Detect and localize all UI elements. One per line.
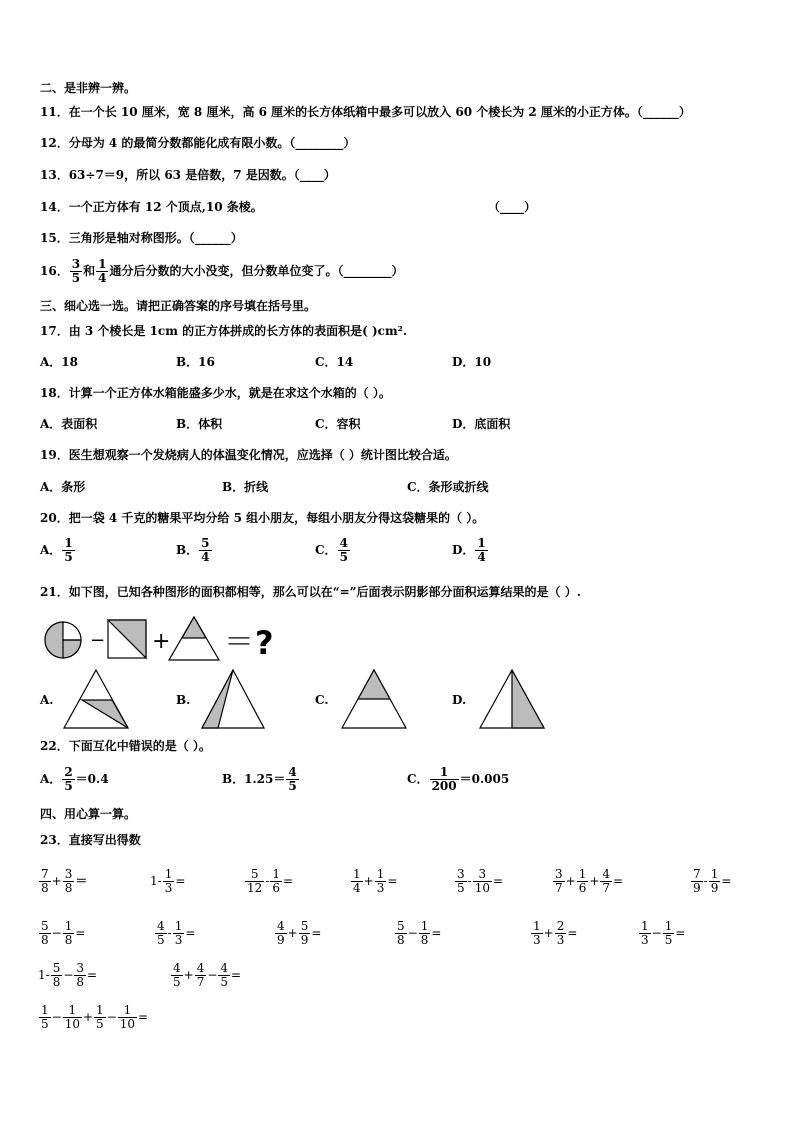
q22-option-b [222,766,300,793]
c16-a-n: 1 [41,1003,49,1017]
half-square-shape [108,620,146,658]
c11-b-d: 8 [420,933,429,947]
c7-b-n: 1 [710,867,719,881]
c16-c-d: 5 [96,1017,104,1031]
c8-b-d: 8 [64,933,73,947]
question-13: 13．63÷7＝9，所以 63 是倍数，7 是因数。（____） [40,168,336,182]
c1-b-n: 3 [64,867,73,881]
c11-b-n: 1 [420,919,429,933]
c15-c-d: 5 [220,975,229,989]
c14-b-d: 8 [76,975,85,989]
c6-a-d: 7 [555,881,563,895]
question-23: 23．直接写出得数 [40,833,141,847]
c9-b-n: 1 [174,919,183,933]
q20-option-d [452,537,489,564]
c7-b-d: 9 [710,881,719,895]
question-20: 20．把一袋 4 千克的糖果平均分给 5 组小朋友，每组小朋友分得这袋糖果的（ ）。 [40,511,485,525]
c3-b-d: 6 [272,881,280,895]
q22-a-fraction [62,766,74,793]
c5-eq: = [492,874,504,888]
q21-minus: − [90,630,106,651]
c4-b-d: 3 [376,881,385,895]
calc-item-5 [454,868,503,895]
q20-c-fraction [338,537,350,564]
q21-equation-figure [38,614,288,666]
c1-op: + [51,874,62,888]
c13-eq: = [675,926,686,940]
c16-op1: − [51,1010,62,1024]
q16-f1-denominator: 5 [71,271,81,285]
q21-option-c-figure [340,668,408,730]
c13-a-d: 3 [641,933,649,947]
c8-a-d: 8 [41,933,49,947]
q21-option-b-label: B. [176,693,191,707]
q22-b-label: B．1.25＝ [222,772,286,786]
c7-eq: = [721,874,732,888]
c15-op2: − [207,968,218,982]
q19-option-a: A．条形 [40,480,86,494]
c15-eq: = [231,968,242,982]
c11-eq: = [431,926,442,940]
c4-eq: = [387,874,398,888]
q22-b-numerator: 4 [288,765,297,779]
q22-a-denominator: 5 [64,779,73,793]
calc-item-4 [350,868,397,895]
c9-a-n: 4 [157,919,165,933]
c3-a-n: 5 [250,867,259,881]
c13-op: − [651,926,662,940]
calc-item-11 [394,920,441,947]
q20-b-label: B． [176,543,199,557]
c6-op2: + [589,874,600,888]
c10-eq: = [311,926,322,940]
c7-a-d: 9 [693,881,701,895]
c1-b-d: 8 [64,881,73,895]
q20-d-fraction [475,537,487,564]
c14-b-n: 3 [76,961,85,975]
q20-option-b [176,537,213,564]
q21-option-b-figure [200,668,266,730]
q21-option-d-figure [478,668,546,730]
top-shaded-triangle-shape [169,617,219,660]
q16-and: 和 [83,264,96,278]
c16-d-n: 1 [123,1003,132,1017]
c4-a-d: 4 [353,881,361,895]
calc-item-3 [244,868,293,895]
c7-op: - [703,874,708,888]
q16-f2-denominator: 4 [98,271,107,285]
q16-f1-numerator: 3 [71,257,81,271]
q22-a-rest: ＝0.4 [75,772,109,786]
c10-b-n: 5 [300,919,309,933]
q20-b-fraction [199,537,211,564]
q21-plus: + [152,629,171,654]
q18-option-b: B．体积 [176,417,223,431]
c12-a-n: 1 [533,919,541,933]
quarter-circle-shape [45,622,81,658]
question-22: 22．下面互化中错误的是（ ）。 [40,739,211,753]
c15-a-n: 4 [173,961,181,975]
c14-eq: = [87,968,98,982]
q22-a-numerator: 2 [64,765,73,779]
q22-c-label: C． [407,772,429,786]
c16-d-d: 10 [119,1017,136,1031]
c8-b-n: 1 [64,919,73,933]
c9-a-d: 5 [157,933,165,947]
c15-a-d: 5 [173,975,181,989]
q20-a-fraction [62,537,74,564]
question-19: 19．医生想观察一个发烧病人的体温变化情况，应选择（ ）统计图比较合适。 [40,448,457,462]
q17-option-b: B．16 [176,355,215,369]
section-2-title: 二、是非辨一辨。 [40,81,137,95]
q20-a-numerator: 1 [64,536,73,550]
c5-a-n: 3 [457,867,465,881]
c10-b-d: 9 [300,933,309,947]
c3-b-n: 1 [272,867,280,881]
q16-number: 16． [40,264,69,278]
c14-a-n: 5 [52,961,61,975]
q18-option-c: C．容积 [315,417,361,431]
question-16 [40,258,403,285]
q22-c-denominator: 200 [431,779,457,793]
c16-op2: + [82,1010,94,1024]
question-21: 21．如下图，已知各种图形的面积都相等，那么可以在“=”后面表示阴影部分面积运算结果的是（ ）. [40,585,581,599]
q20-c-label: C． [315,543,337,557]
q22-option-c [407,766,509,793]
q20-c-denominator: 5 [339,550,348,564]
c12-b-d: 3 [556,933,565,947]
c8-op: − [51,926,62,940]
q22-c-numerator: 1 [439,765,449,779]
question-12: 12．分母为 4 的最简分数都能化成有限小数。（________） [40,136,356,150]
c8-a-n: 5 [41,919,49,933]
q20-d-denominator: 4 [477,550,486,564]
q22-b-denominator: 5 [288,779,297,793]
q17-option-a: A．18 [40,355,79,369]
c1-eq: ＝ [75,874,88,888]
q19-option-c: C．条形或折线 [407,480,489,494]
c14-a-d: 8 [52,975,61,989]
c6-eq: = [613,874,624,888]
c3-op: - [265,874,270,888]
c16-op3: − [106,1010,117,1024]
q21-option-a-label: A. [40,693,54,707]
q20-a-label: A． [40,543,62,557]
calc-item-12 [530,920,577,947]
calc-item-14 [38,962,97,989]
q22-c-fraction [430,766,459,793]
calc-item-6 [552,868,623,895]
c5-b-n: 3 [478,867,487,881]
c6-c-d: 7 [602,881,611,895]
c6-b-n: 1 [578,867,587,881]
calc-item-10 [274,920,321,947]
q20-c-numerator: 4 [339,536,348,550]
question-14: 14．一个正方体有 12 个顶点,10 条棱。 [40,200,263,214]
c2-a-d: 3 [164,881,173,895]
q16-f2-numerator: 1 [98,257,107,271]
c11-a-n: 5 [397,919,405,933]
calc-item-1 [38,868,87,895]
question-14-blank: （____） [488,200,537,214]
c6-op1: + [565,874,576,888]
c1-a-d: 8 [41,881,49,895]
c15-op1: + [183,968,194,982]
c16-b-n: 1 [68,1003,77,1017]
c5-b-d: 10 [474,881,490,895]
q20-a-denominator: 5 [64,550,73,564]
calc-item-15 [170,962,241,989]
calc-item-9 [154,920,195,947]
q21-equals: ＝ [224,625,254,660]
c5-op: - [467,874,472,888]
c4-a-n: 1 [353,867,361,881]
q20-b-numerator: 5 [201,536,210,550]
c6-c-n: 4 [602,867,611,881]
section-4-title: 四、用心算一算。 [40,807,137,821]
calc-item-13 [638,920,685,947]
c5-a-d: 5 [457,881,465,895]
q21-question-mark: ? [255,624,274,662]
c12-a-d: 3 [533,933,541,947]
c13-b-n: 1 [664,919,673,933]
c2-eq: = [175,874,186,888]
q22-c-rest: ＝0.005 [459,772,510,786]
c6-a-n: 3 [555,867,563,881]
question-18: 18．计算一个正方体水箱能盛多少水，就是在求这个水箱的（ ）。 [40,386,391,400]
c16-eq: = [138,1010,149,1024]
c15-b-n: 4 [196,961,205,975]
calc-item-2 [150,868,185,895]
q20-d-numerator: 1 [477,536,486,550]
question-17: 17．由 3 个棱长是 1cm 的正方体拼成的长方体的表面积是( )cm². [40,324,408,338]
c8-eq: = [75,926,86,940]
c15-b-d: 7 [196,975,205,989]
q16-fraction-2 [96,258,108,285]
c9-eq: = [185,926,196,940]
c1-a-n: 7 [41,867,49,881]
q20-d-label: D． [452,543,475,557]
q20-option-a [40,537,76,564]
c2-a-n: 1 [164,867,173,881]
c6-b-d: 6 [578,881,587,895]
c13-b-d: 5 [664,933,673,947]
c12-eq: = [567,926,578,940]
c10-op: + [287,926,298,940]
c12-op: + [543,926,554,940]
section-3-title: 三、细心选一选。请把正确答案的序号填在括号里。 [40,299,317,313]
question-15: 15．三角形是轴对称图形。（______） [40,231,243,245]
calc-item-16 [38,1004,148,1031]
c16-b-d: 10 [64,1017,80,1031]
c16-a-d: 5 [41,1017,49,1031]
q22-b-fraction [286,766,298,793]
c12-b-n: 2 [556,919,565,933]
q20-option-c [315,537,351,564]
c10-a-n: 4 [277,919,285,933]
calc-item-8 [38,920,85,947]
q17-option-d: D．10 [452,355,492,369]
c16-c-n: 1 [96,1003,104,1017]
q21-option-a-figure [62,668,130,730]
q22-a-label: A． [40,772,62,786]
c9-b-d: 3 [174,933,183,947]
q21-option-d-label: D. [452,693,467,707]
q21-option-c-label: C. [315,693,329,707]
question-11: 11．在一个长 10 厘米，宽 8 厘米，高 6 厘米的长方体纸箱中最多可以放入 60 个棱长为 2 厘米的小正方体。（______） [40,105,691,119]
c15-c-n: 4 [220,961,229,975]
q17-option-c: C．14 [315,355,354,369]
c4-b-n: 1 [376,867,385,881]
c3-a-d: 12 [247,881,263,895]
q18-option-a: A．表面积 [40,417,98,431]
c4-op: + [363,874,374,888]
c10-a-d: 9 [277,933,285,947]
q20-b-denominator: 4 [201,550,210,564]
q16-rest: 通分后分数的大小没变，但分数单位变了。（________） [109,264,404,278]
c11-op: − [407,926,418,940]
q16-fraction-1 [70,258,82,285]
q18-option-d: D．底面积 [452,417,511,431]
q22-option-a [40,766,109,793]
calc-item-7 [690,868,731,895]
c14-op: − [63,968,74,982]
c11-a-d: 8 [397,933,405,947]
q19-option-b: B．折线 [222,480,269,494]
c2-one: 1- [150,874,162,888]
c9-op: - [167,926,172,940]
c3-eq: = [282,874,294,888]
c13-a-n: 1 [641,919,649,933]
c7-a-n: 7 [693,867,701,881]
c14-one: 1- [38,968,50,982]
